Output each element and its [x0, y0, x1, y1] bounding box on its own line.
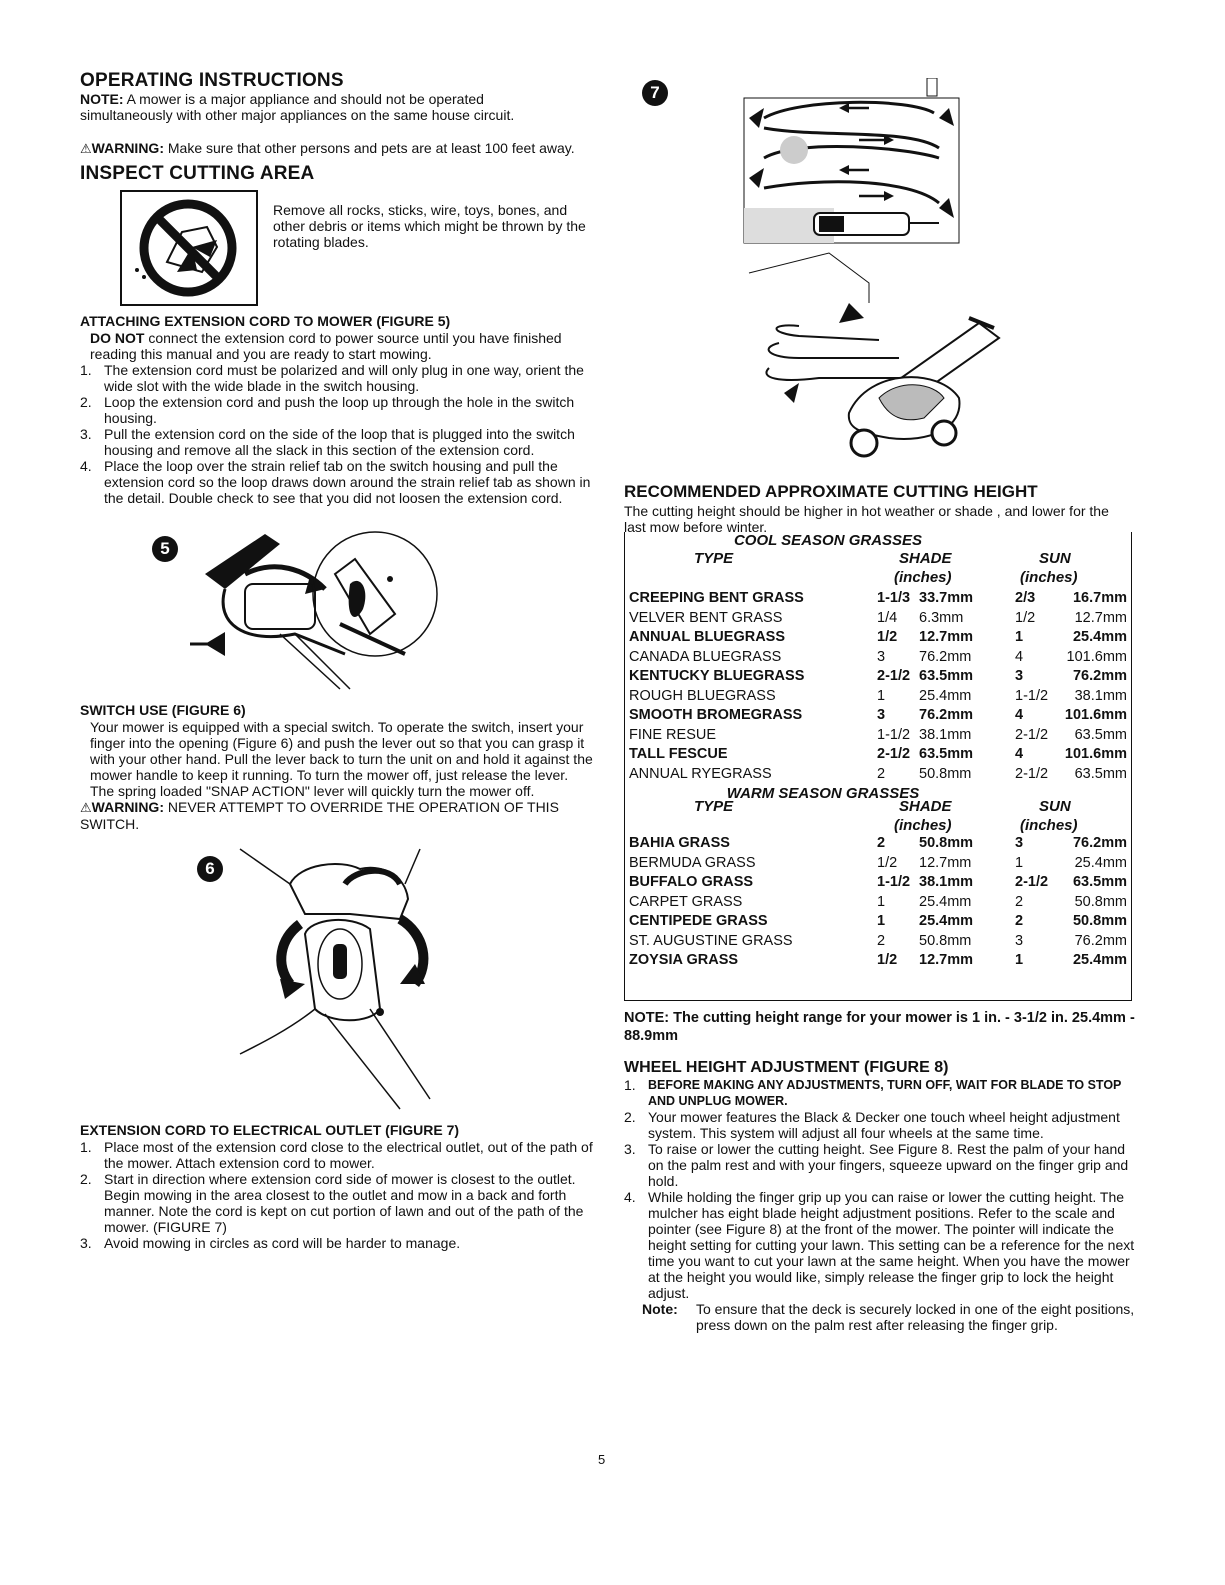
table-cell-si: 1/2: [877, 854, 898, 871]
table-cell-um: 25.4mm: [1072, 629, 1127, 645]
table-cell-um: 76.2mm: [1072, 668, 1127, 684]
table-row: [629, 628, 1127, 648]
note-label: NOTE:: [80, 91, 124, 107]
table-row: [629, 834, 1127, 854]
table-cell-name: BAHIA GRASS: [629, 835, 730, 851]
table-cell-sm: 38.1mm: [919, 874, 974, 890]
table-cell-name: TALL FESCUE: [629, 746, 728, 762]
table-row: [629, 687, 1127, 707]
figure-5-badge: 5: [152, 536, 178, 562]
table-cell-ui: 2-1/2: [1015, 765, 1049, 782]
cool-table: [629, 589, 1127, 784]
table-cell-ui: 4: [1015, 707, 1024, 723]
col-sun-inches: (inches): [1020, 817, 1078, 834]
col-shade: SHADE: [899, 798, 952, 815]
table-cell-sm: 76.2mm: [919, 707, 974, 723]
table-cell-name: ROUGH BLUEGRASS: [629, 687, 776, 704]
ext-steps: [80, 1139, 595, 1251]
warm-header: [629, 798, 1127, 834]
table-cell-um: 63.5mm: [1074, 726, 1127, 743]
attach-steps: [80, 362, 595, 506]
cool-header: [629, 549, 1127, 589]
operating-title: OPERATING INSTRUCTIONS: [80, 70, 344, 91]
table-cell-sm: 25.4mm: [919, 893, 972, 910]
table-row: [629, 745, 1127, 765]
col-type: TYPE: [694, 798, 734, 815]
table-cell-sm: 50.8mm: [919, 835, 974, 851]
sub-note-label: Note:: [642, 1301, 678, 1317]
table-cell-sm: 12.7mm: [919, 629, 974, 645]
ext-title: EXTENSION CORD TO ELECTRICAL OUTLET (FIGURE 7): [80, 1122, 460, 1138]
table-cell-sm: 25.4mm: [919, 913, 974, 929]
list-item: 4. While holding the finger grip up you can raise or lower the cutting height. The mulcher has eight blade height adjustment positions. Refer to the scale and pointer (see Figure 8) at the front of the mower. The pointer will indicate the height setting for cutting your lawn. This setting can be a reference for the next time you want to cut your lawn at the same height. When you have the mower at the height you would like, simply release the finger grip to lock the height adjust.: [624, 1189, 1135, 1301]
table-cell-si: 2: [877, 932, 886, 949]
table-row: [629, 589, 1127, 609]
list-item: 1. Place most of the extension cord close to the electrical outlet, out of the path of the mower. Attach extension cord to mower.: [80, 1139, 593, 1171]
col-sun: SUN: [1039, 798, 1071, 815]
switch-hand-illustration: [230, 844, 450, 1114]
table-cell-name: CANADA BLUEGRASS: [629, 648, 782, 665]
table-cell-sm: 33.7mm: [919, 590, 974, 606]
sub-note: [624, 1301, 1136, 1333]
table-cell-um: 38.1mm: [1074, 687, 1127, 704]
table-row: [629, 706, 1127, 726]
table-cell-ui: 3: [1015, 835, 1024, 851]
warning-text: Make sure that other persons and pets are at least 100 feet away.: [163, 140, 575, 156]
table-cell-name: ST. AUGUSTINE GRASS: [629, 932, 793, 949]
warm-season-title: WARM SEASON GRASSES: [726, 785, 920, 802]
table-cell-um: 50.8mm: [1074, 893, 1127, 910]
sub-note-text: To ensure that the deck is securely locked in one of the eight positions, press down on the palm rest after releasing the finger grip.: [696, 1301, 1135, 1333]
table-cell-um: 76.2mm: [1074, 932, 1127, 949]
table-cell-ui: 3: [1015, 668, 1024, 684]
warning-paragraph: [80, 140, 595, 157]
warning2-paragraph: [80, 799, 595, 832]
table-cell-um: 101.6mm: [1064, 746, 1127, 762]
table-row: [629, 893, 1127, 913]
list-item: 1. BEFORE MAKING ANY ADJUSTMENTS, TURN OFF, WAIT FOR BLADE TO STOP AND UNPLUG MOWER.: [624, 1077, 1122, 1108]
table-cell-um: 16.7mm: [1072, 590, 1127, 606]
table-cell-si: 2-1/2: [877, 668, 911, 684]
table-cell-sm: 63.5mm: [919, 746, 974, 762]
table-cell-si: 1: [877, 893, 886, 910]
col-sun-inches: (inches): [1020, 569, 1078, 586]
table-cell-sm: 12.7mm: [919, 854, 972, 871]
table-cell-si: 3: [877, 707, 886, 723]
inspect-title: INSPECT CUTTING AREA: [80, 163, 315, 184]
table-row: [629, 951, 1127, 971]
table-cell-um: 63.5mm: [1074, 765, 1127, 782]
table-cell-name: CARPET GRASS: [629, 893, 743, 910]
range-note: NOTE: The cutting height range for your mower is 1 in. - 3-1/2 in. 25.4mm - 88.9mm: [624, 1010, 1135, 1044]
list-item: 2. Your mower features the Black & Decker one touch wheel height adjustment system. This system will adjust all four wheels at the same time.: [624, 1109, 1120, 1141]
warning-label: WARNING:: [91, 140, 164, 156]
table-cell-ui: 1-1/2: [1015, 687, 1049, 704]
figure-7-badge: 7: [642, 80, 668, 106]
table-cell-si: 1/2: [877, 952, 898, 968]
warning-triangle-icon: ⚠: [80, 800, 92, 815]
figure-7: [624, 78, 1144, 483]
table-cell-name: BUFFALO GRASS: [629, 874, 754, 890]
table-cell-ui: 2: [1015, 893, 1024, 910]
table-cell-si: 1/4: [877, 609, 898, 626]
switch-title: SWITCH USE (FIGURE 6): [80, 702, 246, 718]
left-column: [80, 70, 595, 1251]
table-cell-si: 1: [877, 913, 886, 929]
col-shade: SHADE: [899, 550, 952, 567]
do-not-label: DO NOT: [90, 330, 145, 346]
table-cell-name: SMOOTH BROMEGRASS: [629, 707, 803, 723]
table-cell-ui: 2: [1015, 913, 1024, 929]
table-cell-ui: 1/2: [1015, 609, 1036, 626]
table-cell-ui: 3: [1015, 932, 1024, 949]
table-cell-name: FINE RESUE: [629, 726, 717, 743]
col-type: TYPE: [694, 550, 734, 567]
table-cell-ui: 2/3: [1015, 590, 1036, 606]
table-cell-um: 101.6mm: [1064, 707, 1127, 723]
table-cell-sm: 38.1mm: [919, 726, 972, 743]
table-cell-ui: 4: [1015, 648, 1024, 665]
table-row: [629, 932, 1127, 952]
table-cell-ui: 1: [1015, 629, 1024, 645]
table-row: [629, 726, 1127, 746]
table-cell-sm: 50.8mm: [919, 932, 972, 949]
note-text: A mower is a major appliance and should not be operated simultaneously with other major appliances on the same house circuit.: [80, 91, 515, 123]
table-cell-si: 2: [877, 835, 886, 851]
warning2-text: NEVER ATTEMPT TO OVERRIDE THE OPERATION OF THIS SWITCH.: [80, 799, 559, 832]
inspect-text: Remove all rocks, sticks, wire, toys, bones, and other debris or items which might be thrown by the rotating blades.: [273, 202, 586, 250]
warm-table: [629, 834, 1127, 971]
list-item: 3. Avoid mowing in circles as cord will be harder to manage.: [80, 1235, 461, 1251]
table-row: [629, 912, 1127, 932]
table-cell-name: ANNUAL RYEGRASS: [629, 765, 772, 782]
figure-6-badge: 6: [197, 856, 223, 882]
list-item: 1. The extension cord must be polarized and will only plug in one way, orient the wide slot with the wide blade in the switch housing.: [80, 362, 584, 394]
table-row: [629, 609, 1127, 629]
list-item: 3. Pull the extension cord on the side of the loop that is plugged into the switch housing and remove all the slack in this section of the extension cord.: [80, 426, 575, 458]
table-cell-si: 2: [877, 765, 886, 782]
figure-5: [80, 514, 595, 699]
wheel-title: WHEEL HEIGHT ADJUSTMENT (FIGURE 8): [624, 1059, 949, 1076]
table-cell-name: KENTUCKY BLUEGRASS: [629, 668, 805, 684]
no-debris-icon: [120, 190, 258, 306]
table-cell-sm: 76.2mm: [919, 648, 972, 665]
rec-text: The cutting height should be higher in hot weather or shade , and lower for the last mow before winter.: [624, 503, 1109, 535]
table-cell-sm: 12.7mm: [919, 952, 974, 968]
list-item: 2. Start in direction where extension cord side of mower is closest to the outlet. Begin mowing in the area closest to the outlet and mow in a back and forth manner. Note the cord is kept on cut portion of lawn and out of the path of the mower. (FIGURE 7): [80, 1171, 584, 1235]
table-cell-si: 1: [877, 687, 886, 704]
note-paragraph: [80, 91, 580, 123]
table-cell-um: 12.7mm: [1074, 609, 1127, 626]
table-cell-si: 3: [877, 648, 886, 665]
table-cell-ui: 2-1/2: [1015, 874, 1049, 890]
table-row: [629, 667, 1127, 687]
warning-triangle-icon: ⚠: [80, 141, 92, 156]
table-cell-si: 1-1/2: [877, 874, 911, 890]
warning2-label: WARNING:: [91, 799, 164, 815]
attach-intro: [80, 330, 595, 362]
col-shade-inches: (inches): [894, 817, 952, 834]
wheel-steps: [624, 1077, 1139, 1301]
page-number: 5: [598, 1452, 606, 1467]
table-cell-sm: 25.4mm: [919, 687, 972, 704]
table-cell-sm: 63.5mm: [919, 668, 974, 684]
table-cell-ui: 1: [1015, 952, 1024, 968]
cutting-height-box: [624, 532, 1132, 1001]
col-sun: SUN: [1039, 550, 1071, 567]
table-cell-sm: 6.3mm: [919, 609, 964, 626]
figure-6: [80, 844, 595, 1119]
table-cell-name: ZOYSIA GRASS: [629, 952, 739, 968]
cool-season-title: COOL SEASON GRASSES: [733, 532, 923, 549]
table-cell-um: 50.8mm: [1072, 913, 1127, 929]
table-cell-ui: 2-1/2: [1015, 726, 1049, 743]
table-cell-si: 1-1/3: [877, 590, 911, 606]
table-cell-name: CENTIPEDE GRASS: [629, 913, 768, 929]
table-cell-name: CREEPING BENT GRASS: [629, 590, 804, 606]
table-cell-si: 1/2: [877, 629, 898, 645]
table-cell-um: 63.5mm: [1072, 874, 1127, 890]
table-cell-sm: 50.8mm: [919, 765, 972, 782]
col-shade-inches: (inches): [894, 569, 952, 586]
table-cell-ui: 4: [1015, 746, 1024, 762]
table-cell-name: VELVER BENT GRASS: [629, 609, 783, 626]
table-cell-si: 2-1/2: [877, 746, 911, 762]
table-cell-um: 25.4mm: [1072, 952, 1127, 968]
switch-text: Your mower is equipped with a special switch. To operate the switch, insert your finger into the opening (Figure 6) and push the lever out so that you can grasp it with your other hand. Pull the lever back to turn the unit on and hold it against the mower handle to keep it running. To turn the mower off, just release the lever. The spring loaded "SNAP ACTION" lever will quickly turn the mower off.: [90, 719, 593, 799]
table-row: [629, 648, 1127, 668]
rec-title: RECOMMENDED APPROXIMATE CUTTING HEIGHT: [624, 482, 1038, 501]
table-cell-name: ANNUAL BLUEGRASS: [629, 629, 786, 645]
table-cell-si: 1-1/2: [877, 726, 911, 743]
table-cell-ui: 1: [1015, 854, 1024, 871]
table-row: [629, 765, 1127, 785]
attach-intro-text: connect the extension cord to power source until you have finished reading this manual and you are ready to start mowing.: [90, 330, 562, 362]
extension-cord-illustration: [185, 514, 485, 694]
table-row: [629, 854, 1127, 874]
table-cell-um: 76.2mm: [1072, 835, 1127, 851]
list-item: 4. Place the loop over the strain relief tab on the switch housing and pull the extension cord so the loop draws down around the strain relief tab as shown in the detail. Double check to see that you did not loosen the extension cord.: [80, 458, 591, 506]
list-item: 3. To raise or lower the cutting height. See Figure 8. Rest the palm of your hand on the palm rest and with your fingers, squeeze upward on the finger grip and hold.: [624, 1141, 1129, 1189]
inspect-block: [80, 190, 595, 310]
table-row: [629, 873, 1127, 893]
right-column: [624, 78, 1144, 1333]
list-item: 2. Loop the extension cord and push the loop up through the hole in the switch housing.: [80, 394, 575, 426]
attach-title: ATTACHING EXTENSION CORD TO MOWER (FIGURE 5): [80, 313, 451, 329]
mowing-pattern-illustration: [739, 78, 1039, 478]
table-cell-um: 101.6mm: [1066, 648, 1127, 665]
table-cell-name: BERMUDA GRASS: [629, 854, 756, 871]
table-cell-um: 25.4mm: [1074, 854, 1127, 871]
